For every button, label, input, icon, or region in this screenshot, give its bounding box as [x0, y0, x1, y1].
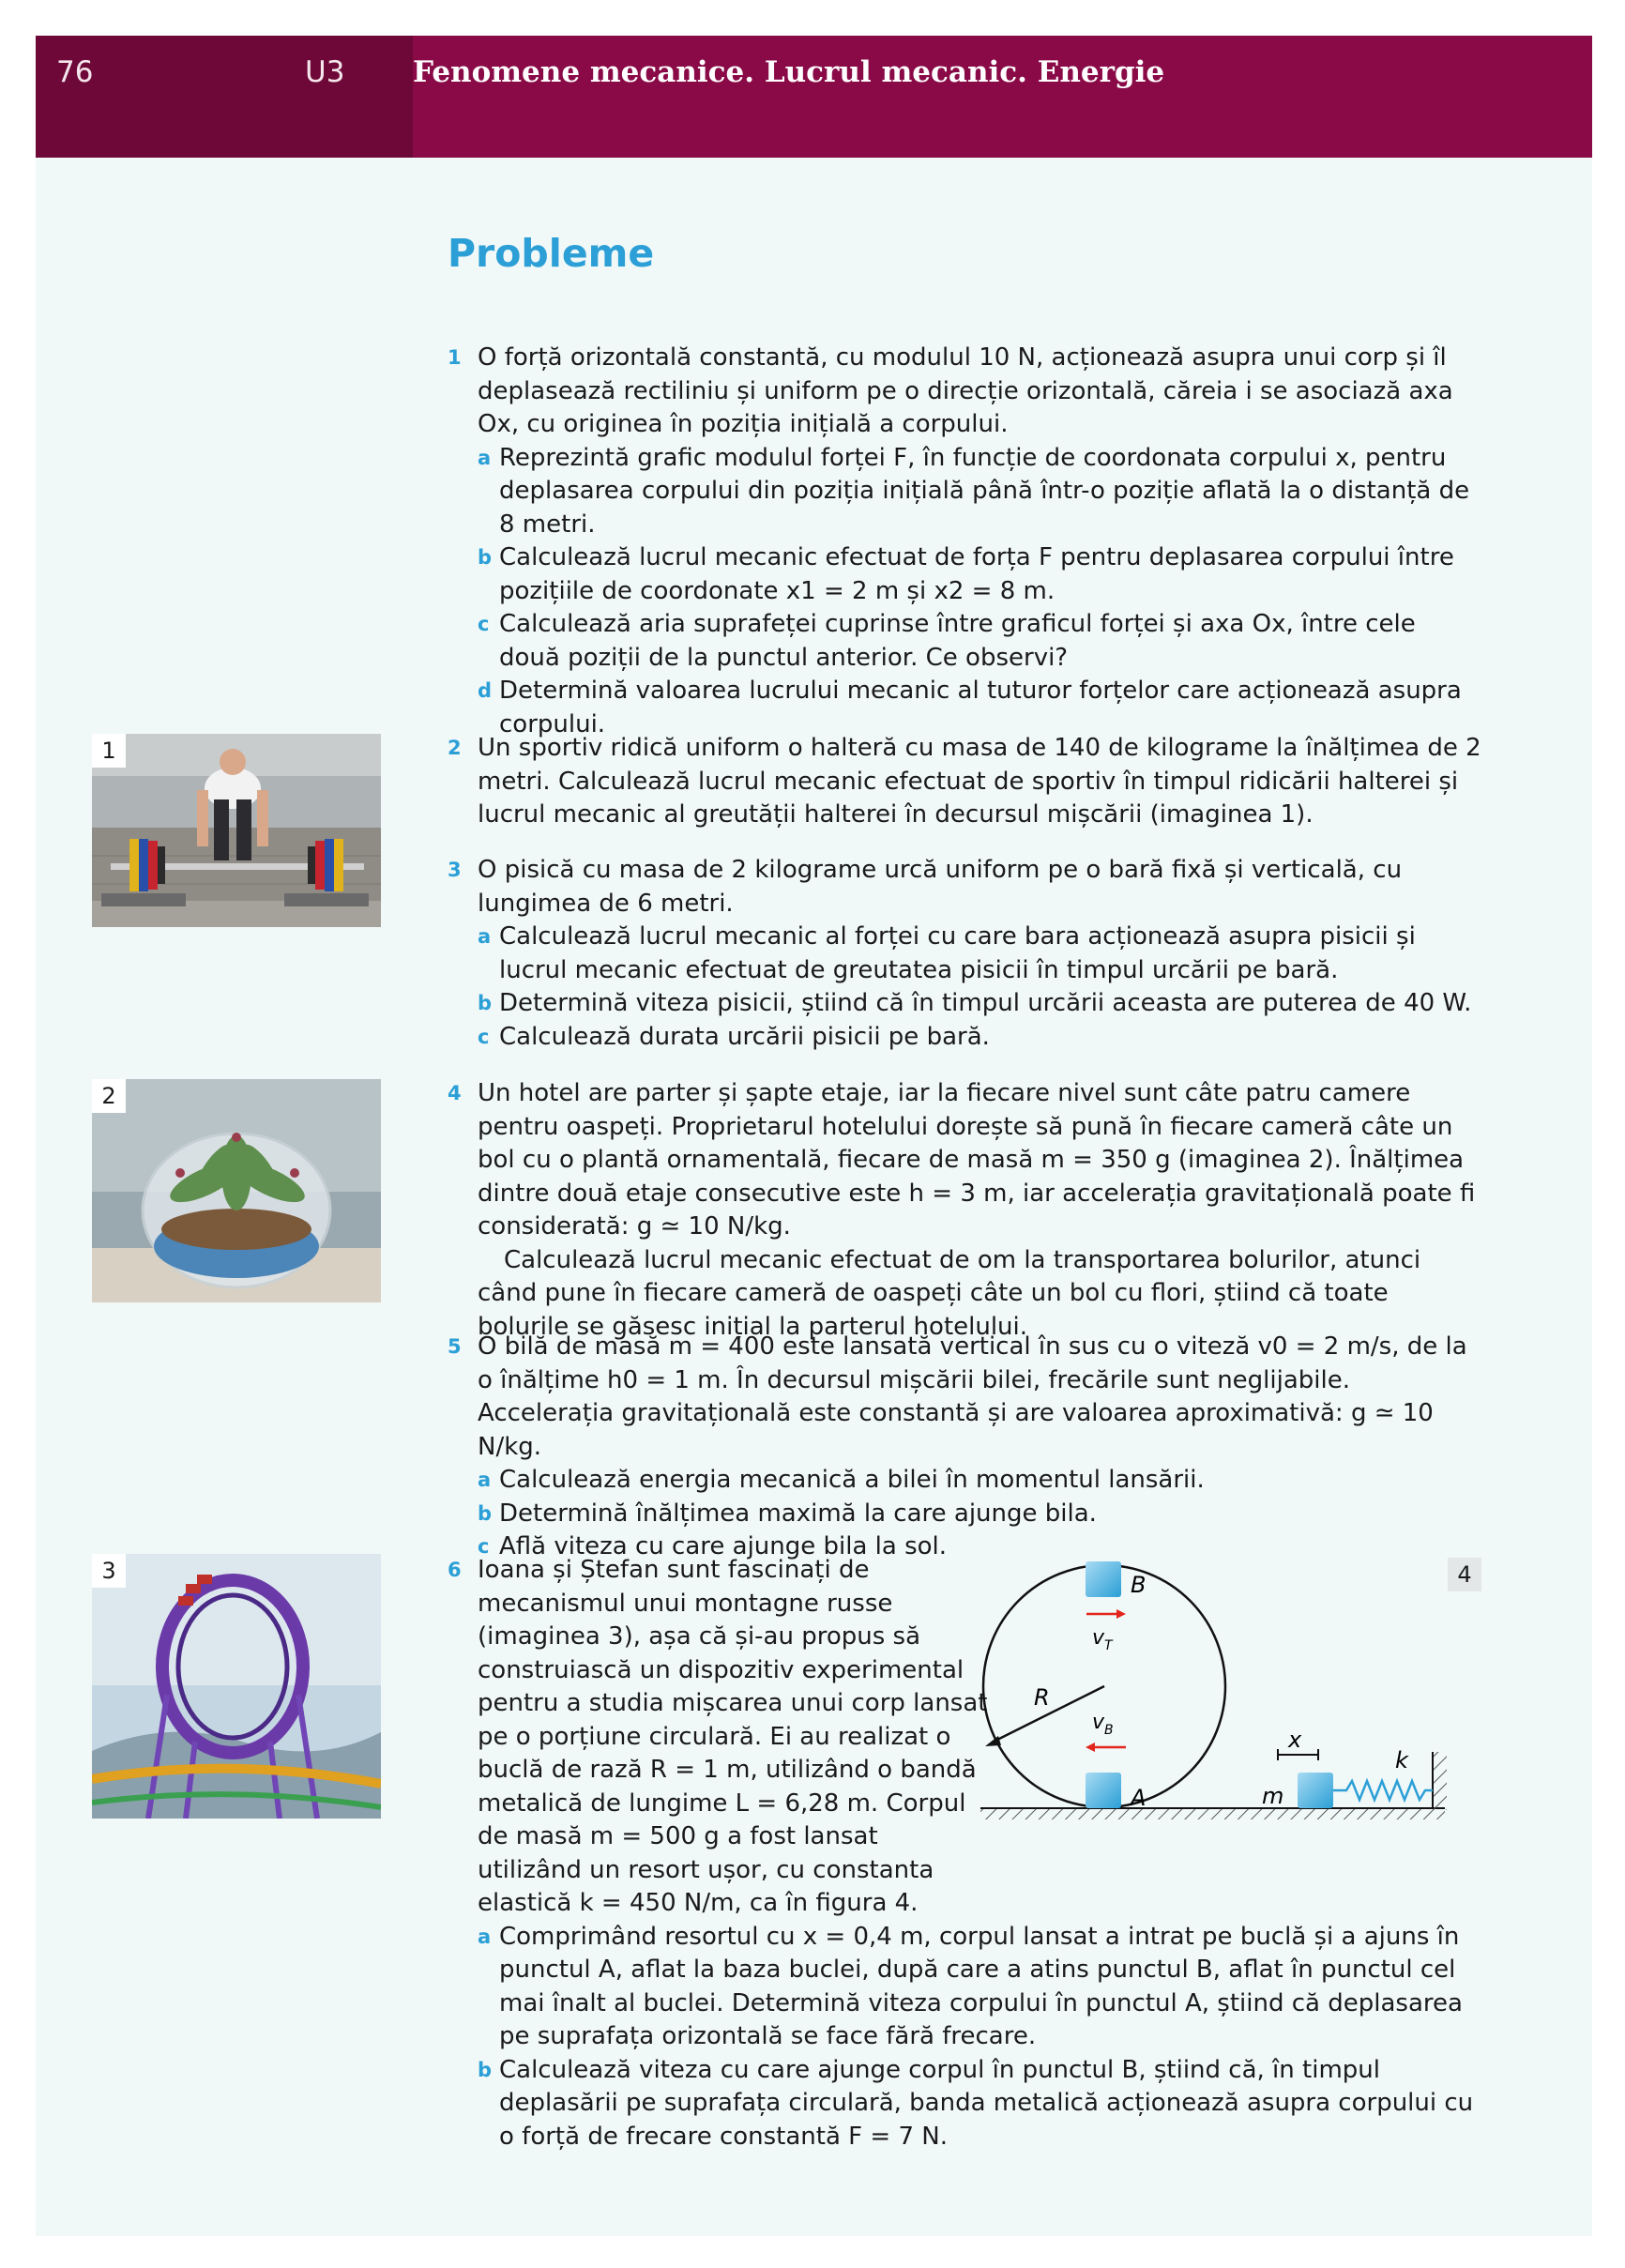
subquestion-b: b Calculează lucrul mecanic efectuat de forța F pentru deplasarea corpului între pozițiile de coordonate x1 = 2 m și x2 = 8 m.	[478, 543, 1454, 605]
label-b: B	[1131, 1572, 1147, 1598]
label-vt: $v_T$	[1092, 1626, 1113, 1653]
problem-text: Un hotel are parter și șapte etaje, iar la fiecare nivel sunt câte patru camere pentru oaspeți. Proprietarul hotelului dorește să pună în fiecare cameră câte un bol cu o plantă ornamentală, fiecare de masă m = 350 g (imaginea 2). Înălțimea dintre două etaje consecutive este h = 3 m, iar accelerația gravitațională poate fi considerată: g ≃ 10 N/kg.	[478, 1079, 1476, 1241]
problem-number: 1	[448, 346, 462, 369]
label-m: m	[1262, 1783, 1284, 1809]
subquestion-c: c Află viteza cu care ajunge bila la sol.	[478, 1532, 948, 1560]
problem-text: O pisică cu masa de 2 kilograme urcă uniform pe o bară fixă și verticală, cu lungimea de 6 metri.	[478, 856, 1403, 918]
block-a	[1086, 1773, 1121, 1808]
problem-number: 4	[448, 1082, 462, 1104]
ground-hatch	[980, 1808, 1445, 1819]
subquestion-b: b Determină înălțimea maximă la care ajunge bila.	[478, 1499, 1097, 1528]
problem-number: 6	[448, 1559, 462, 1581]
problem-text: Ioana și Ștefan sunt fascinați de mecanismul unui montagne russe (imaginea 3), așa că și-au propus să construiască un dispozitiv experimental pentru a studia mișcarea unui corp lansat pe o porțiune circulară. Ei au realizat o buclă de rază R = 1 m, utilizând o bandă metalică de lungime L = 6,28 m. Corpul de masă m = 500 g a fost lansat utilizând un resort ușor, cu constanta elastică k = 450 N/m, ca în figura 4.	[478, 1556, 988, 1917]
problem-3	[448, 854, 1481, 1054]
problem-2	[448, 732, 1481, 832]
header-title: Fenomene mecanice. Lucrul mecanic. Energie	[413, 55, 1165, 89]
label-x: x	[1288, 1727, 1302, 1753]
roller-coaster-photo	[92, 1554, 381, 1819]
problem-text: Un sportiv ridică uniform o halteră cu masa de 140 de kilograme la înălțimea de 2 metri. Calculează lucrul mecanic efectuat de sportiv în timpul ridicării halterei și lucrul mecanic al greutății halterei în decursul mișcării (imaginea 1).	[478, 734, 1481, 829]
subquestion-b: b Calculează viteza cu care ajunge corpul în punctul B, știind că, în timpul deplasării pe suprafața circulară, banda metalică acționează asupra corpului cu o forță de frecare constantă F = 7 N.	[478, 2055, 1474, 2151]
image-label: 1	[92, 734, 126, 768]
page-number: 76	[56, 55, 94, 89]
spring	[1333, 1781, 1433, 1800]
problem-text-2: Calculează lucrul mecanic efectuat de om la transportarea bolurilor, atunci când pune în fiecare cameră de oaspeți câte un bol cu flori, știind că toate bolurile se găsesc inițial la parterul hotelului.	[478, 1245, 1421, 1341]
subquestion-c: c Calculează durata urcării pisicii pe bară.	[478, 1022, 990, 1051]
block-m	[1298, 1773, 1333, 1808]
problem-text: O forță orizontală constantă, cu modulul 10 N, acționează asupra unui corp și îl deplasează rectiliniu și uniform pe o direcție orizontală, căreia i se asociază axa Ox, cu originea în poziția inițială a corpului.	[478, 343, 1453, 438]
header-left-band	[36, 36, 413, 158]
problem-number: 5	[448, 1335, 462, 1358]
problem-1	[448, 342, 1481, 741]
image-label: 3	[92, 1554, 126, 1588]
label-k: k	[1395, 1747, 1408, 1773]
page-header	[36, 36, 1592, 158]
figure-label: 4	[1448, 1558, 1481, 1591]
subquestion-a: a Comprimând resortul cu x = 0,4 m, corpul lansat a intrat pe buclă și a ajuns în punctul A, aflat la baza buclei, după care a atins punctul B, aflat în punctul cel mai înalt al buclei. Determină viteza corpului în punctul A, știind că deplasarea pe suprafața orizontală se face fără frecare.	[478, 1922, 1463, 2050]
unit-label: U3	[305, 55, 345, 89]
subquestion-a: a Reprezintă grafic modulul forței F, în funcție de coordonata corpului x, pentru deplasarea corpului din poziția inițială până într-o poziție aflată la o distanță de 8 metri.	[478, 443, 1470, 539]
problem-number: 2	[448, 737, 462, 759]
label-r: R	[1034, 1684, 1050, 1711]
succulent-terrarium-photo	[92, 1079, 381, 1302]
block-b	[1086, 1561, 1121, 1597]
loop-spring-diagram	[976, 1550, 1482, 1832]
subquestion-a: a Calculează energia mecanică a bilei în momentul lansării.	[478, 1466, 1205, 1494]
section-title: Probleme	[448, 231, 655, 276]
subquestion-a: a Calculează lucrul mecanic al forței cu care bara acționează asupra pisicii și lucrul mecanic efectuat de greutatea pisicii în timpul urcării pe bară.	[478, 922, 1416, 984]
wall-hatch	[1434, 1752, 1447, 1810]
image-label: 2	[92, 1079, 126, 1113]
problem-text: O bilă de masă m = 400 este lansată vertical în sus cu o viteză v0 = 2 m/s, de la o înălțime h0 = 1 m. În decursul mișcării bilei, frecările sunt neglijabile. Accelerația gravitațională este constantă și are valoarea aproximativă: g ≃ 10 N/kg.	[478, 1332, 1467, 1461]
problem-5	[448, 1331, 1481, 1564]
label-a: A	[1131, 1785, 1147, 1811]
subquestion-b: b Determină viteza pisicii, știind că în timpul urcării aceasta are puterea de 40 W.	[478, 989, 1472, 1017]
label-vb: $v_B$	[1092, 1711, 1114, 1738]
weightlifter-photo	[92, 734, 381, 927]
problem-4	[448, 1077, 1481, 1344]
subquestion-c: c Calculează aria suprafeței cuprinse între graficul forței și axa Ox, între cele două poziții de la punctul anterior. Ce observi?	[478, 610, 1416, 672]
problem-number: 3	[448, 859, 462, 881]
subquestion-d: d Determină valoarea lucrului mecanic al tuturor forțelor care acționează asupra corpului.	[478, 677, 1462, 738]
